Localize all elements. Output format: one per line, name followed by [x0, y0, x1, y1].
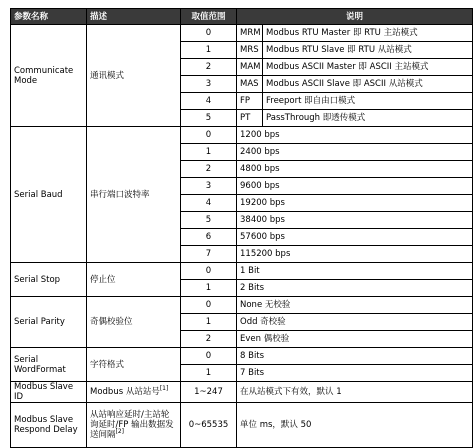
- header-note: 说明: [237, 9, 473, 25]
- value-cell: 0: [181, 25, 237, 42]
- note-cell: 9600 bps: [237, 178, 473, 195]
- value-cell: 1: [181, 365, 237, 382]
- header-desc: 描述: [87, 9, 181, 25]
- value-cell: 2: [181, 59, 237, 76]
- note-cell: Modbus ASCII Master 即 ASCII 主站模式: [263, 59, 473, 76]
- param-name: Modbus Slave Respond Delay: [11, 403, 87, 448]
- code-cell: FP: [237, 93, 263, 110]
- note-cell: 38400 bps: [237, 212, 473, 229]
- value-cell: 0: [181, 127, 237, 144]
- note-cell: Freeport 即自由口模式: [263, 93, 473, 110]
- note-cell: Modbus RTU Master 即 RTU 主站模式: [263, 25, 473, 42]
- code-cell: MAS: [237, 76, 263, 93]
- note-cell: 8 Bits: [237, 348, 473, 365]
- table-row: [11, 348, 473, 365]
- note-cell: Modbus ASCII Slave 即 ASCII 从站模式: [263, 76, 473, 93]
- param-desc: 通讯模式: [87, 25, 181, 127]
- note-cell: 7 Bits: [237, 365, 473, 382]
- param-desc: 奇偶校验位: [87, 297, 181, 348]
- note-cell: 19200 bps: [237, 195, 473, 212]
- table-row: [11, 403, 473, 448]
- note-cell: Odd 奇校验: [237, 314, 473, 331]
- footnote-ref: [2]: [115, 428, 125, 436]
- param-name: Serial Baud: [11, 127, 87, 263]
- code-cell: MRM: [237, 25, 263, 42]
- param-name: Serial Parity: [11, 297, 87, 348]
- note-cell: 115200 bps: [237, 246, 473, 263]
- value-cell: 3: [181, 76, 237, 93]
- note-cell: 在从站模式下有效，默认 1: [237, 382, 473, 403]
- value-cell: 3: [181, 178, 237, 195]
- range-cell: 0~65535: [181, 403, 237, 448]
- param-desc: 串行端口波特率: [87, 127, 181, 263]
- table-row: [11, 127, 473, 144]
- table-row: [11, 297, 473, 314]
- note-cell: None 无校验: [237, 297, 473, 314]
- range-cell: 1~247: [181, 382, 237, 403]
- footnote-ref: [1]: [159, 385, 169, 393]
- code-cell: PT: [237, 110, 263, 127]
- table-row: [11, 263, 473, 280]
- value-cell: 6: [181, 229, 237, 246]
- table-header-row: [11, 9, 473, 25]
- param-desc-text: Modbus 从站站号: [90, 387, 160, 397]
- code-cell: MRS: [237, 42, 263, 59]
- value-cell: 1: [181, 280, 237, 297]
- note-cell: 2400 bps: [237, 144, 473, 161]
- value-cell: 0: [181, 297, 237, 314]
- parameter-table: [10, 8, 473, 448]
- param-desc: 字符格式: [87, 348, 181, 382]
- value-cell: 5: [181, 110, 237, 127]
- table-row: [11, 382, 473, 403]
- param-desc-text: 从站响应延时/主站轮询延时/FP 输出数据发送间隔: [90, 410, 174, 440]
- param-name: Communicate Mode: [11, 25, 87, 127]
- note-cell: Modbus RTU Slave 即 RTU 从站模式: [263, 42, 473, 59]
- value-cell: 1: [181, 144, 237, 161]
- value-cell: 1: [181, 314, 237, 331]
- param-desc: 停止位: [87, 263, 181, 297]
- value-cell: 5: [181, 212, 237, 229]
- header-range: 取值范围: [181, 9, 237, 25]
- note-cell: PassThrough 即透传模式: [263, 110, 473, 127]
- param-name: Serial WordFormat: [11, 348, 87, 382]
- note-cell: 单位 ms，默认 50: [237, 403, 473, 448]
- value-cell: 1: [181, 42, 237, 59]
- note-cell: 1 Bit: [237, 263, 473, 280]
- code-cell: MAM: [237, 59, 263, 76]
- value-cell: 2: [181, 331, 237, 348]
- value-cell: 4: [181, 195, 237, 212]
- param-desc: [87, 403, 181, 448]
- note-cell: 57600 bps: [237, 229, 473, 246]
- param-desc: [87, 382, 181, 403]
- value-cell: 7: [181, 246, 237, 263]
- note-cell: 2 Bits: [237, 280, 473, 297]
- note-cell: Even 偶校验: [237, 331, 473, 348]
- note-cell: 1200 bps: [237, 127, 473, 144]
- table-row: [11, 25, 473, 42]
- value-cell: 4: [181, 93, 237, 110]
- value-cell: 0: [181, 263, 237, 280]
- param-name: Serial Stop: [11, 263, 87, 297]
- note-cell: 4800 bps: [237, 161, 473, 178]
- value-cell: 2: [181, 161, 237, 178]
- header-param: 参数名称: [11, 9, 87, 25]
- param-name: Modbus Slave ID: [11, 382, 87, 403]
- value-cell: 0: [181, 348, 237, 365]
